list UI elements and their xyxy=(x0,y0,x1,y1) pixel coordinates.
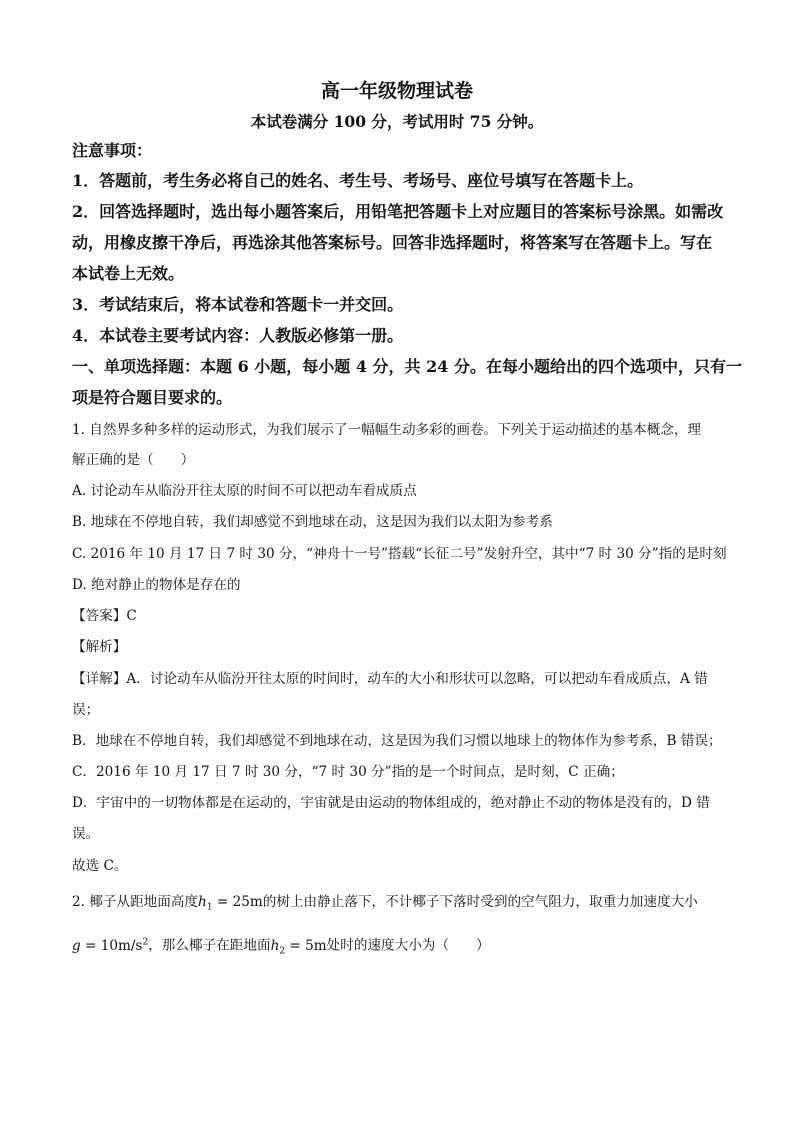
q1-detail-line-2: 误； xyxy=(72,702,100,718)
notice-heading: 注意事项： xyxy=(72,141,153,160)
q1-option-d: D. 绝对静止的物体是存在的 xyxy=(72,577,241,593)
h2-symbol: h xyxy=(270,937,280,954)
notice-item-2-line-2: 动，用橡皮擦干净后，再选涂其他答案标号。回答非选择题时，将答案写在答题卡上。写在 xyxy=(72,233,713,252)
q2-text-mid-2: ，那么椰子在距地面 xyxy=(148,937,271,954)
q1-detail-line-4: C．2016 年 10 月 17 日 7 时 30 分，“7 时 30 分”指的是一个时间点，是时刻，C 正确； xyxy=(72,764,624,780)
h2-subscript: 2 xyxy=(279,946,286,957)
q1-analysis-label: 【解析】 xyxy=(72,639,127,655)
g-symbol: g xyxy=(72,937,81,954)
notice-item-1: 1．答题前，考生务必将自己的姓名、考生号、考场号、座位号填写在答题卡上。 xyxy=(72,171,644,190)
q1-conclusion: 故选 C。 xyxy=(72,858,128,874)
g-value: = 10m/s xyxy=(80,937,143,954)
q1-detail-line-5: D．宇宙中的一切物体都是在运动的，宇宙就是由运动的物体组成的，绝对静止不动的物体是没有的，D 错 xyxy=(72,795,710,811)
q2-text-mid: 的树上由静止落下，不计椰子下落时受到的空气阻力，取重力加速度大小 xyxy=(262,894,698,910)
q2-stem-line-2 xyxy=(72,938,490,956)
q1-option-b: B. 地球在不停地自转，我们却感觉不到地球在动，这是因为我们以太阳为参考系 xyxy=(72,514,553,530)
h2-formula xyxy=(270,937,327,957)
q2-stem-line-1 xyxy=(72,896,698,913)
q1-option-c: C. 2016 年 10 月 17 日 7 时 30 分，“神舟十一号”搭载“长征二号”发射升空，其中“7 时 30 分”指的是时刻 xyxy=(72,546,727,562)
q2-text-prefix: 2. 椰子从距地面高度 xyxy=(72,894,199,910)
h1-subscript: 1 xyxy=(206,902,213,913)
notice-item-4: 4．本试卷主要考试内容：人教版必修第一册。 xyxy=(72,326,404,345)
h2-value: = 5m xyxy=(285,937,327,954)
notice-item-3: 3．考试结束后，将本试卷和答题卡一并交回。 xyxy=(72,295,404,314)
page-subtitle: 本试卷满分 100 分，考试用时 75 分钟。 xyxy=(250,112,544,131)
h1-symbol: h xyxy=(198,894,207,910)
section-heading-line-1: 一、单项选择题：本题 6 小题，每小题 4 分，共 24 分。在每小题给出的四个选项中，只有一 xyxy=(72,357,742,376)
page-title: 高一年级物理试卷 xyxy=(320,80,473,102)
q2-text-suffix: 处时的速度大小为（ ） xyxy=(326,937,490,954)
q1-detail-line-1: 【详解】A．讨论动车从临汾开往太原的时间时，动车的大小和形状可以忽略，可以把动车看成质点，A 错 xyxy=(72,671,708,687)
g-formula xyxy=(72,938,148,954)
q1-stem-line-1: 1. 自然界多种多样的运动形式，为我们展示了一幅幅生动多彩的画卷。下列关于运动描述的基本概念，理 xyxy=(72,422,702,438)
notice-item-2-line-1: 2．回答选择题时，选出每小题答案后，用铅笔把答题卡上对应题目的答案标号涂黑。如需改 xyxy=(72,202,724,221)
h1-formula xyxy=(198,894,263,913)
q1-detail-line-3: B．地球在不停地自转，我们却感觉不到地球在动，这是因为我们习惯以地球上的物体作为参考系，B 错误； xyxy=(72,733,722,749)
h1-value: = 25m xyxy=(212,894,263,910)
q1-answer: 【答案】C xyxy=(72,608,137,624)
q1-stem-line-2: 解正确的是（ ） xyxy=(72,452,195,468)
section-heading-line-2: 项是符合题目要求的。 xyxy=(72,388,233,407)
q1-option-a: A. 讨论动车从临汾开往太原的时间不可以把动车看成质点 xyxy=(72,483,417,499)
q1-detail-line-6: 误。 xyxy=(72,826,100,842)
g-superscript: 2 xyxy=(142,937,149,947)
notice-item-2-line-3: 本试卷上无效。 xyxy=(72,264,185,283)
